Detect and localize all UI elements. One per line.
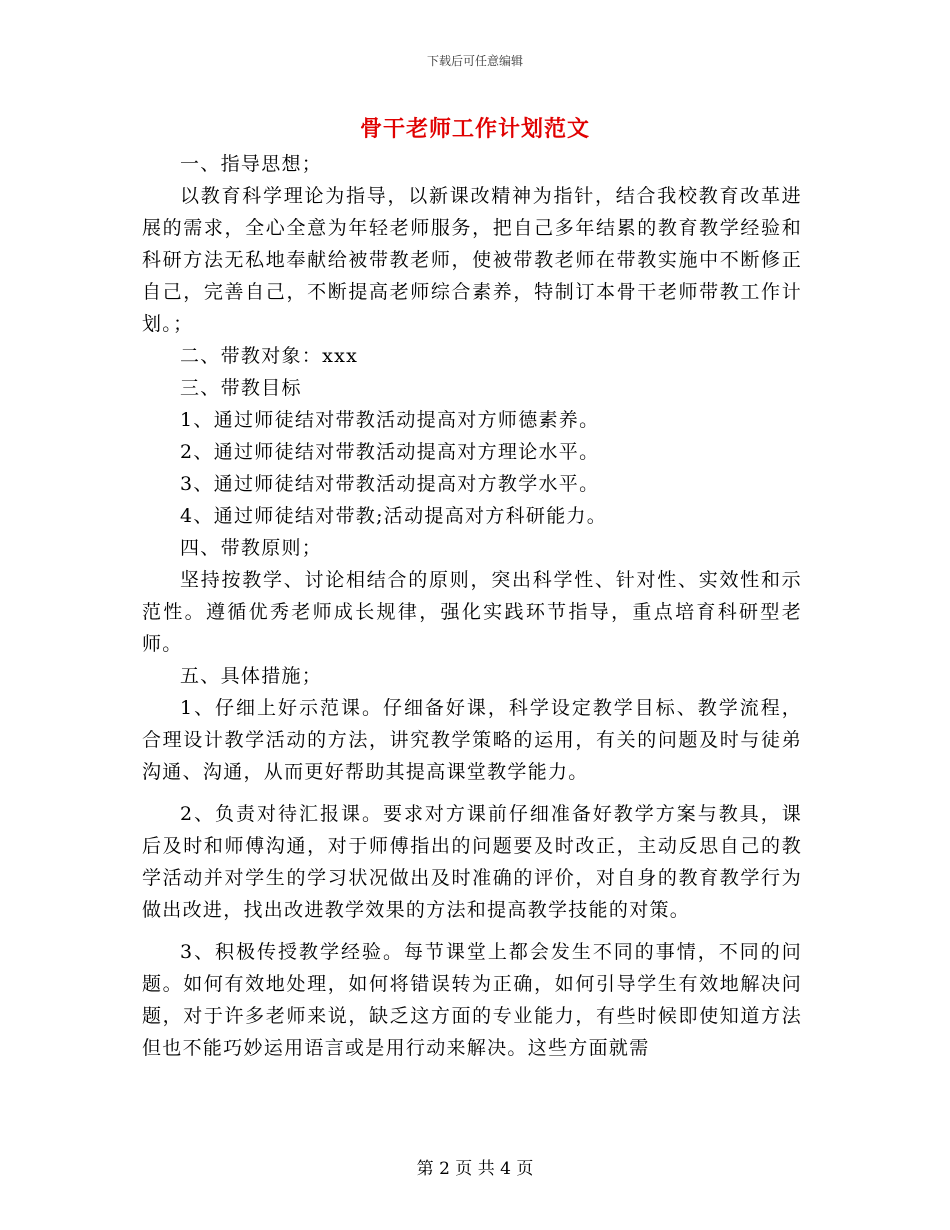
section-heading-measures: 五、具体措施； [180, 665, 323, 687]
paragraph-measure-1: 1、仔细上好示范课。仔细备好课，科学设定教学目标、教学流程，合理设计教学活动的方法，讲究教学策略的运用，有关的问题及时与徒弟沟通、沟通，从而更好帮助其提高课堂教学能力。 [142, 697, 802, 783]
paragraph-measure-3: 3、积极传授教学经验。每节课堂上都会发生不同的事情，不同的问题。如何有效地处理，如何将错误转为正确，如何引导学生有效地解决问题，对于许多老师来说，缺乏这方面的专业能力，有些时候即使知道方法但也不能巧妙运用语言或是用行动来解决。这些方面就需 [142, 941, 802, 1059]
header-note: 下载后可任意编辑 [426, 54, 523, 68]
section-heading-guiding-ideology: 一、指导思想； [180, 153, 323, 175]
paragraph-measure-2: 2、负责对待汇报课。要求对方课前仔细准备好教学方案与教具，课后及时和师傅沟通，对于师傅指出的问题要及时改正，主动反思自己的教学活动并对学生的学习状况做出及时准确的评价，对自身的教育教学行为做出改进，找出改进教学效果的方法和提高教学技能的对策。 [142, 803, 802, 921]
document-title: 骨干老师工作计划范文 [359, 116, 590, 142]
list-item-goal-2: 2、通过师徒结对带教活动提高对方理论水平。 [180, 441, 600, 463]
section-heading-goals: 三、带教目标 [180, 377, 302, 399]
section-heading-principles: 四、带教原则； [180, 537, 323, 559]
list-item-goal-4: 4、通过师徒结对带教;活动提高对方科研能力。 [180, 505, 608, 527]
list-item-goal-3: 3、通过师徒结对带教活动提高对方教学水平。 [180, 473, 600, 495]
paragraph-guiding-ideology: 以教育科学理论为指导，以新课改精神为指针，结合我校教育改革进展的需求，全心全意为年轻老师服务，把自己多年结累的教育教学经验和科研方法无私地奉献给被带教老师，使被带教老师在带教实施中不断修正自己，完善自己，不断提高老师综合素养，特制订本骨干老师带教工作计划。； [142, 185, 802, 335]
section-heading-mentee: 二、带教对象：xxx [180, 345, 359, 367]
document-body [142, 148, 802, 1064]
paragraph-principles: 坚持按教学、讨论相结合的原则，突出科学性、针对性、实效性和示范性。遵循优秀老师成长规律，强化实践环节指导，重点培育科研型老师。 [142, 569, 802, 655]
page-number-footer: 第 2 页 共 4 页 [416, 1159, 534, 1179]
list-item-goal-1: 1、通过师徒结对带教活动提高对方师德素养。 [180, 409, 600, 431]
